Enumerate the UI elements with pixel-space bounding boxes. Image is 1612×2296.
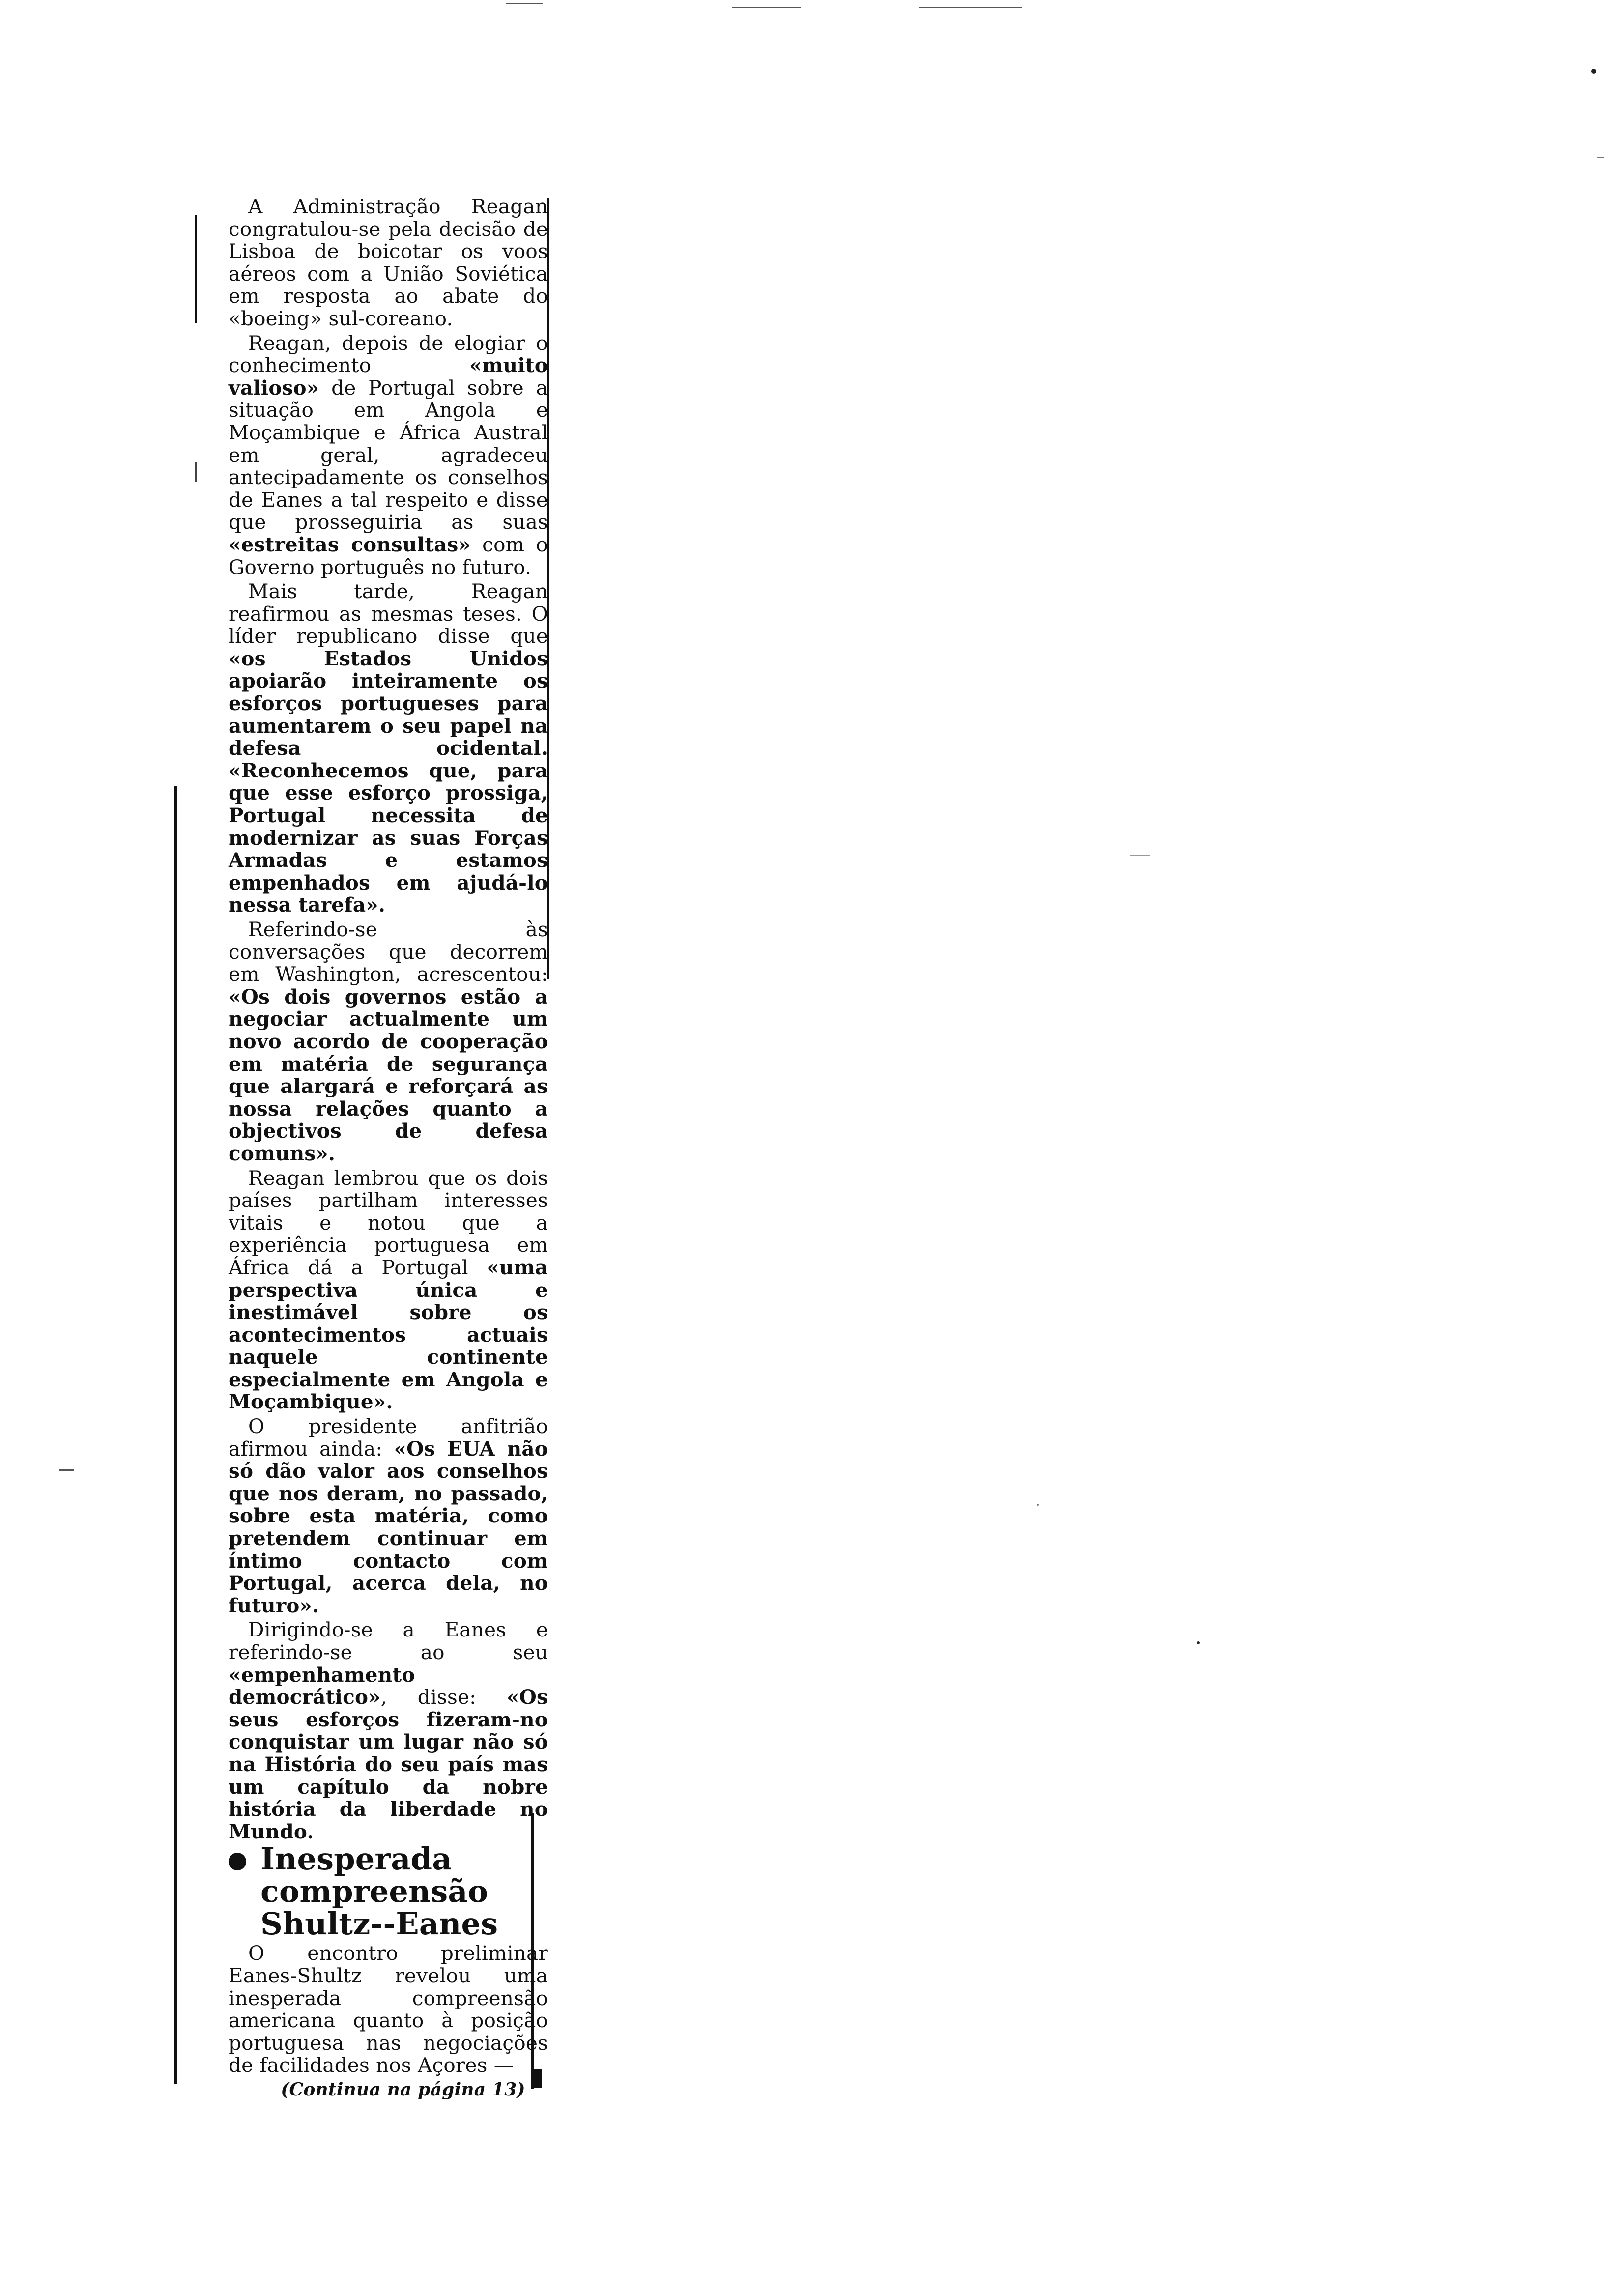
scan-line <box>732 7 801 8</box>
article-paragraph <box>229 1415 548 1617</box>
text-run: Referindo-se às conversações que decorrem em Washington, acrescentou: <box>229 918 548 986</box>
article-paragraph <box>229 1619 548 1843</box>
article-subheading: Inesperada compreensão Shultz--Eanes <box>229 1843 548 1940</box>
scan-speck <box>1130 855 1150 856</box>
article-column <box>229 196 548 2101</box>
text-run: Mais tarde, Reagan reafirmou as mesmas teses. O líder republicano disse que <box>229 579 548 648</box>
bold-quote: «estreitas consultas» <box>229 532 471 556</box>
bold-quote: «Os seus esforços fizeram-no conquistar um lugar não só na História do seu país mas um capítulo da nobre história da liberdade no Mundo. <box>229 1685 548 1843</box>
text-run: Reagan, depois de elogiar o conhecimento <box>229 331 548 377</box>
scan-speck <box>1197 1641 1200 1644</box>
article-paragraph <box>229 1167 548 1414</box>
column-rule-left <box>195 462 197 482</box>
scan-speck <box>1037 1504 1039 1506</box>
article-paragraph <box>229 196 548 330</box>
column-rule-left <box>174 786 177 2084</box>
article-paragraph <box>229 918 548 1165</box>
bold-quote: «Os dois governos estão a negociar actualmente um novo acordo de cooperação em matéria de segurança que alargará e reforçará as nossa relações quanto a objectivos de defesa comuns». <box>229 984 548 1165</box>
bold-quote: «Os EUA não só dão valor aos conselhos que nos deram, no passado, sobre esta matéria, como pretendem continuar em íntimo contacto com Portugal, acerca dela, no futuro». <box>229 1436 548 1617</box>
text-run: O presidente anfitrião afirmou ainda: <box>229 1414 548 1461</box>
column-rule-left <box>195 215 197 323</box>
bold-quote: «os Estados Unidos apoiarão inteiramente os esforços portugueses para aumentarem o seu papel na defesa ocidental. «Reconhecemos que, para que esse esforço prossiga, Portugal necessita de modernizar as suas Forças Armadas e estamos empenhados em ajudá-lo nessa tarefa». <box>229 646 548 917</box>
scan-speck <box>1597 157 1604 158</box>
bullet-icon <box>229 1853 246 1870</box>
bold-quote: «muito valioso» <box>229 353 548 400</box>
article-body <box>229 196 548 1843</box>
text-run: , disse: <box>380 1685 507 1709</box>
final-paragraph: O encontro preliminar Eanes-Shultz revelou uma inesperada compreensão americana quanto à posição portuguesa nas negociações de facilidades nos Açores — <box>229 1941 548 2077</box>
scan-speck <box>1591 69 1596 74</box>
text-run: Reagan lembrou que os dois países partilham interesses vitais e notou que a experiência portuguesa em África dá a Portugal <box>229 1166 548 1279</box>
bold-quote: «empenhamento democrático» <box>229 1663 415 1709</box>
scan-line <box>506 3 543 4</box>
text-run: Dirigindo-se a Eanes e referindo-se ao seu <box>229 1618 548 1664</box>
text-run: A Administração Reagan congratulou-se pela decisão de Lisboa de boicotar os voos aéreos com a União Soviética em resposta ao abate do «boeing» sul-coreano. <box>229 195 548 330</box>
scan-line <box>919 7 1022 8</box>
article-paragraph <box>229 580 548 917</box>
article-paragraph <box>229 332 548 579</box>
text-run: de Portugal sobre a situação em Angola e Moçambique e África Austral em geral, agradeceu antecipadamente os conselhos de Eanes a tal respeito e disse que prosseguiria as suas <box>229 375 548 534</box>
scan-speck <box>59 1469 74 1471</box>
bold-quote: «uma perspectiva única e inestimável sobre os acontecimentos actuais naquele continente especialmente em Angola e Moçambique». <box>229 1255 548 1414</box>
continuation-note: (Continua na página 13) <box>281 2079 525 2100</box>
text-run: com o Governo português no futuro. <box>229 532 548 579</box>
